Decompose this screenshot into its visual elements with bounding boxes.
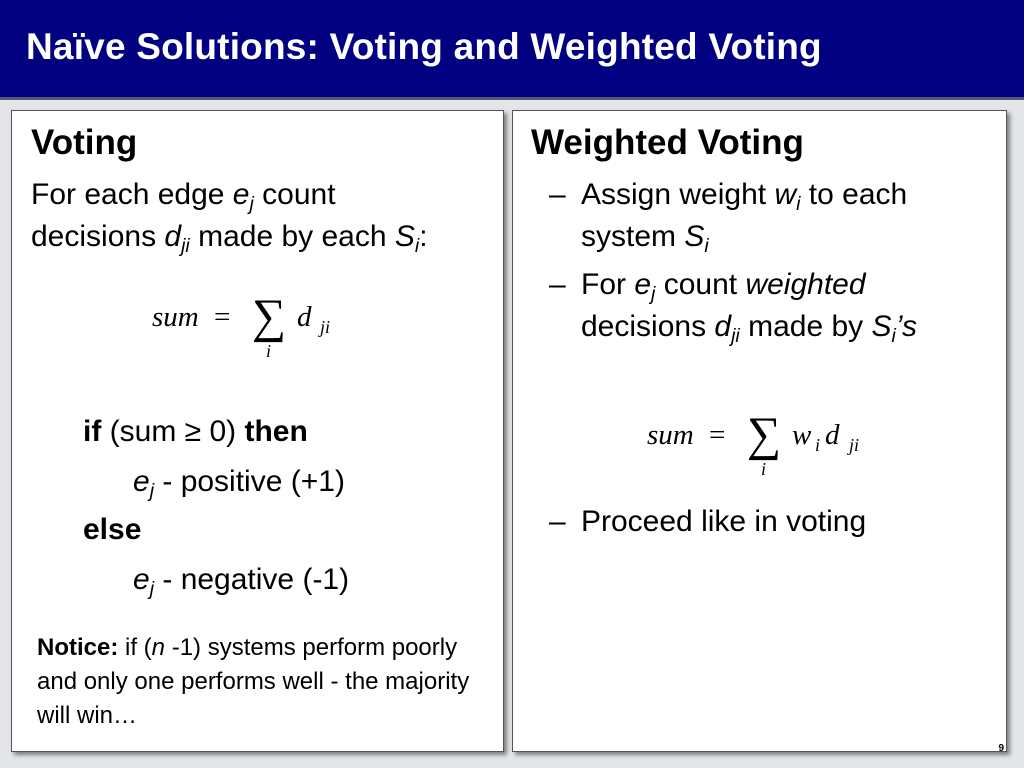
voting-positive-line: $e_j$ - positive (+1) <box>133 465 345 502</box>
bullet-assign-weight-line-2: system $S_i$ <box>581 220 709 257</box>
title-bar <box>0 0 1024 100</box>
weighted-voting-heading: Weighted Voting <box>531 123 804 162</box>
bullet-proceed-text: Proceed like in voting <box>581 505 867 538</box>
voting-panel <box>11 110 504 752</box>
bullet-count-weighted-line-1: For $e_j$ count weighted <box>581 268 866 305</box>
voting-intro-line-2: decisions $d_{ji}$ made by each $S_i$: <box>31 220 428 257</box>
voting-else-line: else <box>83 513 142 546</box>
voting-intro-line-1: For each edge $e_j$ count <box>31 178 336 215</box>
page-number: 9 <box>998 743 1004 754</box>
bullet-count-weighted-line-2: decisions $d_{ji}$ made by $S_i’s$ <box>581 310 917 347</box>
weighted-sum-formula: sum = ∑ i w i d ji <box>647 408 860 479</box>
voting-sum-formula: sum = ∑ i d ji <box>152 290 331 361</box>
bullet-assign-weight-line-1: Assign weight $w_i$ to each <box>581 178 908 215</box>
notice-text: Notice: if (n -1) systems perform poorly and only one performs well - the majority will win… <box>37 634 470 729</box>
voting-if-line: if (sum ≥ 0) then <box>83 415 308 448</box>
voting-heading: Voting <box>31 123 138 162</box>
weighted-voting-panel: Weighted Voting – Assign weight $w_i$ to each system $S_i$ – For $e_j$ count weighted decisions $d_{ji}$ made by $S_i’s$ sum = ∑ i w i d ji – Proceed like in voting <box>512 110 1007 752</box>
voting-negative-line: $e_j$ - negative (-1) <box>133 563 350 600</box>
slide-title: Naïve Solutions: Voting and Weighted Voting <box>26 26 822 67</box>
